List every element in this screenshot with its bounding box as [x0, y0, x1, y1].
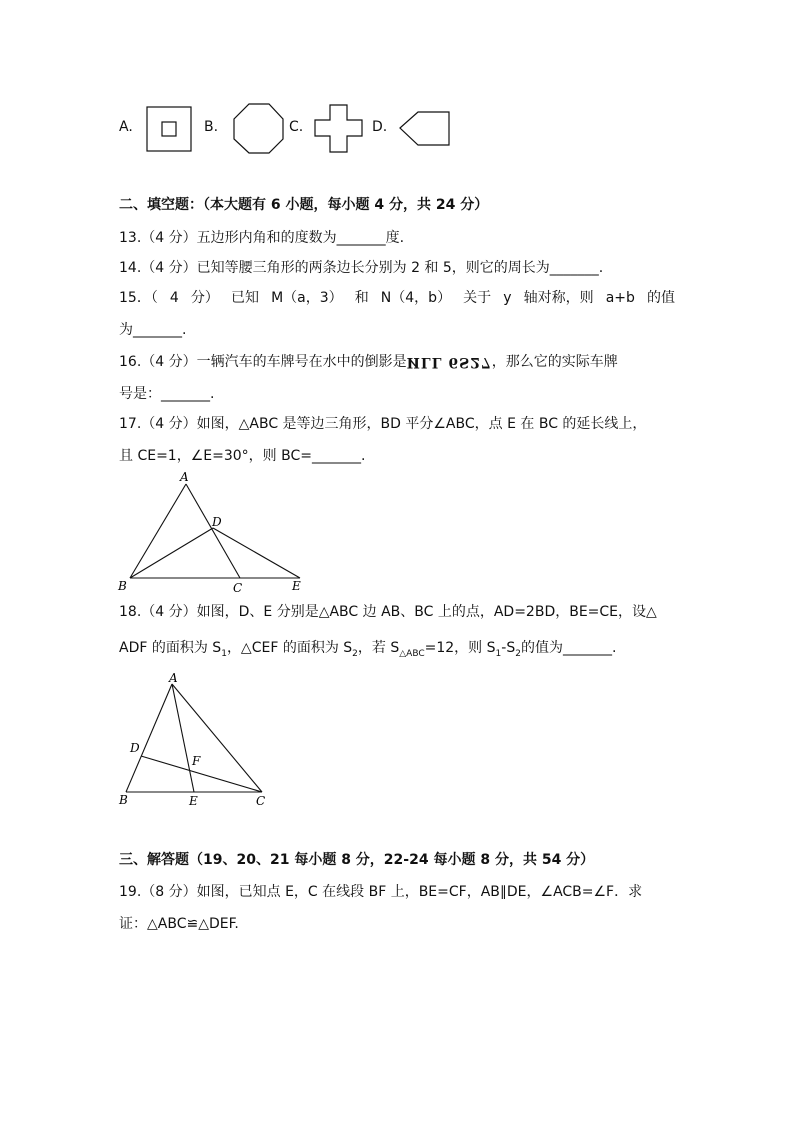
q15-part: 和: [354, 290, 369, 306]
q18-part: =12，则 S: [424, 640, 496, 656]
q18-part: ，若 S: [357, 640, 400, 656]
q16-text: 16.（4 分）一辆汽车的车牌号在水中的倒影是: [119, 354, 407, 370]
q18-suffix: .: [611, 640, 617, 656]
label-D: D: [130, 741, 140, 755]
label-C: C: [233, 581, 243, 595]
question-19-line1: 19.（8 分）如图，已知点 E，C 在线段 BF 上，BE=CF，AB∥DE，∠ACB=∠F．求: [119, 884, 643, 900]
line-AC: [172, 684, 262, 792]
q13-suffix: 度.: [385, 230, 405, 246]
question-13: [119, 228, 404, 248]
option-c-label: C.: [289, 119, 304, 135]
label-B: B: [119, 793, 128, 807]
q15-blank: _______: [133, 322, 182, 338]
line-AC: [186, 484, 240, 578]
section2-title: 二、填空题：（本大题有 6 小题，每小题 4 分，共 24 分）: [119, 197, 489, 213]
line-AE: [172, 684, 194, 792]
question-15-line1: [119, 288, 675, 308]
q15-suffix: .: [182, 322, 187, 338]
q18-part: ，△CEF 的面积为 S: [226, 640, 353, 656]
q17-blank: _______: [311, 448, 361, 464]
q18-sub: 1: [221, 648, 227, 659]
q16-blank: _______: [161, 386, 210, 402]
pentagon-arrow: [400, 112, 449, 145]
q15-part: 关于: [463, 290, 492, 306]
q15-part: y: [503, 290, 512, 306]
q16-suffix: .: [210, 386, 215, 402]
question-18-line2: [119, 638, 616, 664]
question-14: [119, 258, 603, 278]
figure-17: [116, 470, 306, 596]
q14-text: 14.（4 分）已知等腰三角形的两条边长分别为 2 和 5，则它的周长为: [119, 260, 550, 276]
q13-text: 13.（4 分）五边形内角和的度数为: [119, 230, 337, 246]
label-E: E: [189, 794, 198, 808]
q18-blank: _______: [562, 640, 612, 656]
line-DC: [141, 756, 262, 792]
q15-part: M（a，3）: [271, 290, 343, 306]
q15-part: 4: [169, 290, 179, 306]
label-B: B: [118, 579, 127, 593]
q15-part: a+b: [605, 290, 635, 306]
line-BA: [130, 484, 186, 578]
q15-prefix: 为: [119, 322, 133, 338]
q18-sub: 1: [495, 648, 502, 659]
line-BD: [130, 528, 213, 578]
q17-prefix: 且 CE=1，∠E=30°，则 BC=: [119, 448, 312, 464]
q17-suffix: .: [360, 448, 366, 464]
cross-shape: [315, 105, 362, 152]
q15-part: 15．（: [119, 290, 158, 306]
outer-square: [147, 107, 191, 151]
label-C: C: [256, 794, 266, 808]
q14-blank: _______: [549, 260, 599, 276]
q15-part: 轴对称，则: [523, 290, 594, 306]
question-17-line1: 17.（4 分）如图，△ABC 是等边三角形，BD 平分∠ABC，点 E 在 BC 的延长线上，: [119, 416, 647, 432]
option-a-figure: [146, 106, 194, 154]
option-d-figure: [398, 110, 452, 148]
q13-blank: _______: [336, 230, 386, 246]
question-16-line2: [119, 384, 214, 404]
q15-part: 分）: [190, 290, 219, 306]
q18-sub: △ABC: [399, 648, 425, 659]
q16-prefix: 号是：: [119, 386, 161, 402]
option-c-figure: [314, 104, 364, 154]
question-18-line1: 18.（4 分）如图，D、E 分别是△ABC 边 AB、BC 上的点，AD=2BD，BE=CE，设△: [119, 604, 657, 620]
question-15-line2: [119, 320, 186, 340]
q18-sub: 2: [515, 648, 521, 659]
section3-title: 三、解答题（19、20、21 每小题 8 分，22-24 每小题 8 分，共 54 分）: [119, 852, 595, 868]
q15-part: 的值: [646, 290, 675, 306]
option-b-figure: [233, 103, 285, 155]
label-D: D: [212, 515, 222, 529]
q18-part: 的值为: [520, 640, 563, 656]
mirrored-plate: ИLL 6S27: [406, 354, 492, 370]
q18-sub: 2: [352, 648, 358, 659]
q18-part: ADF 的面积为 S: [119, 640, 222, 656]
option-a-label: A.: [119, 119, 133, 135]
q15-part: 已知: [230, 290, 259, 306]
label-A: A: [169, 672, 178, 685]
label-E: E: [292, 579, 301, 593]
option-d-label: D.: [372, 119, 388, 135]
q14-suffix: .: [598, 260, 604, 276]
question-19-line2: 证：△ABC≌△DEF.: [119, 916, 239, 932]
q18-part: -S: [501, 640, 516, 656]
figure-18: [114, 672, 274, 812]
question-16-line1: [119, 352, 618, 372]
question-17-line2: [119, 446, 365, 466]
label-F: F: [192, 754, 201, 768]
inner-square: [162, 122, 176, 136]
option-b-label: B.: [204, 119, 219, 135]
line-BA: [126, 684, 172, 792]
octagon: [234, 104, 283, 153]
q15-part: N（4，b）: [380, 290, 452, 306]
label-A: A: [180, 470, 189, 484]
q16-text-after: ，那么它的实际车牌: [491, 354, 618, 370]
